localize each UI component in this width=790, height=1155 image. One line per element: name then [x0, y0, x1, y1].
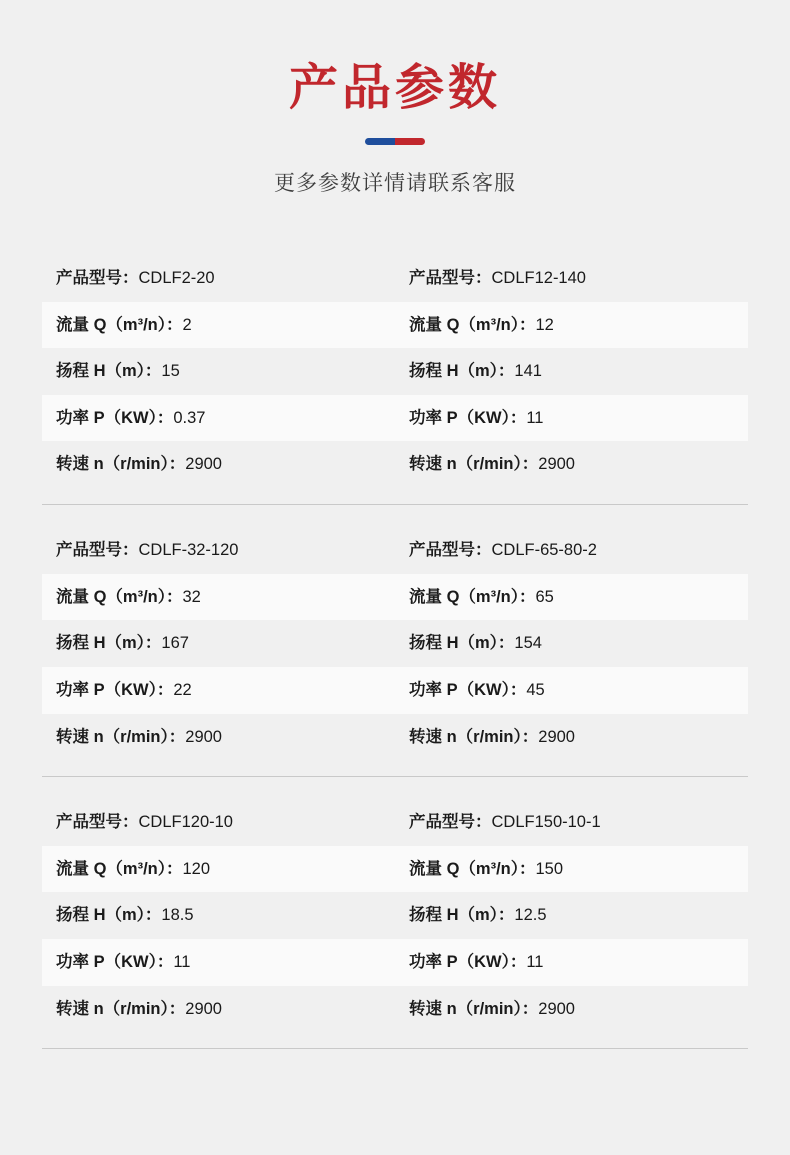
- spec-cell-speed-left: [42, 986, 395, 1033]
- spec-value-speed: 2900: [185, 999, 222, 1018]
- spec-value-head: 141: [514, 362, 542, 381]
- table-row: [42, 255, 748, 302]
- spec-group: [42, 255, 748, 505]
- spec-label-flow: 流量 Q（m³/n）：: [409, 587, 536, 606]
- spec-label-speed: 转速 n（r/min）：: [56, 999, 186, 1018]
- spec-cell-head-right: [395, 892, 748, 939]
- table-row: [42, 939, 748, 986]
- group-separator: [42, 776, 748, 777]
- spec-label-head: 扬程 H（m）：: [409, 906, 515, 925]
- spec-value-flow: 150: [535, 859, 564, 878]
- spec-value-model: CDLF12-140: [491, 268, 586, 287]
- spec-value-flow: 2: [182, 315, 192, 334]
- spec-value-flow: 120: [182, 859, 211, 878]
- spec-value-head: 154: [514, 634, 542, 653]
- spec-value-model: CDLF-32-120: [138, 541, 239, 560]
- spec-value-flow: 12: [535, 315, 554, 334]
- spec-label-power: 功率 P（KW）：: [409, 680, 527, 699]
- spec-value-speed: 2900: [538, 455, 575, 474]
- spec-label-head: 扬程 H（m）：: [409, 634, 515, 653]
- spec-cell-flow-right: [395, 574, 748, 621]
- spec-cell-flow-left: [42, 574, 395, 621]
- spec-label-model: 产品型号：: [409, 268, 492, 287]
- spec-value-model: CDLF2-20: [138, 268, 215, 287]
- spec-value-speed: 2900: [538, 727, 575, 746]
- spec-cell-speed-right: [395, 441, 748, 488]
- spec-cell-model-left: [42, 255, 395, 302]
- spec-value-power: 11: [526, 953, 544, 972]
- spec-label-power: 功率 P（KW）：: [56, 408, 174, 427]
- spec-label-speed: 转速 n（r/min）：: [409, 727, 539, 746]
- spec-cell-power-left: [42, 667, 395, 714]
- spec-cell-model-left: [42, 799, 395, 846]
- table-row: [42, 441, 748, 488]
- spec-value-head: 167: [161, 634, 189, 653]
- spec-label-power: 功率 P（KW）：: [56, 953, 174, 972]
- spec-cell-speed-right: [395, 714, 748, 761]
- spec-label-flow: 流量 Q（m³/n）：: [409, 315, 536, 334]
- spec-value-speed: 2900: [185, 455, 222, 474]
- page-title: 产品参数: [288, 61, 501, 115]
- spec-cell-head-right: [395, 348, 748, 395]
- spec-cell-speed-left: [42, 714, 395, 761]
- spec-label-flow: 流量 Q（m³/n）：: [56, 859, 183, 878]
- spec-label-head: 扬程 H（m）：: [56, 634, 162, 653]
- table-row: [42, 667, 748, 714]
- spec-label-head: 扬程 H（m）：: [56, 906, 162, 925]
- divider-red-segment: [395, 138, 425, 145]
- spec-value-flow: 32: [182, 587, 201, 606]
- spec-cell-power-left: [42, 395, 395, 442]
- spec-value-head: 15: [161, 362, 180, 381]
- spec-value-model: CDLF120-10: [138, 813, 233, 832]
- spec-label-flow: 流量 Q（m³/n）：: [56, 587, 183, 606]
- table-row: [42, 302, 748, 349]
- spec-label-model: 产品型号：: [409, 541, 492, 560]
- spec-label-speed: 转速 n（r/min）：: [409, 999, 539, 1018]
- spec-cell-head-left: [42, 620, 395, 667]
- table-row: [42, 395, 748, 442]
- table-row: [42, 892, 748, 939]
- spec-label-power: 功率 P（KW）：: [56, 680, 174, 699]
- spec-label-head: 扬程 H（m）：: [56, 362, 162, 381]
- table-row: [42, 986, 748, 1033]
- table-row: [42, 714, 748, 761]
- spec-cell-power-right: [395, 667, 748, 714]
- spec-cell-speed-right: [395, 986, 748, 1033]
- spec-group: [42, 527, 748, 777]
- spec-value-flow: 65: [535, 587, 554, 606]
- table-row: [42, 527, 748, 574]
- spec-cell-model-left: [42, 527, 395, 574]
- spec-label-model: 产品型号：: [56, 541, 139, 560]
- spec-label-speed: 转速 n（r/min）：: [56, 455, 186, 474]
- page-subtitle: 更多参数详情请联系客服: [274, 171, 516, 195]
- spec-cell-model-right: [395, 255, 748, 302]
- spec-value-power: 11: [526, 408, 544, 427]
- spec-group: [42, 799, 748, 1049]
- spec-value-model: CDLF150-10-1: [491, 813, 601, 832]
- spec-label-power: 功率 P（KW）：: [409, 408, 527, 427]
- table-row: [42, 799, 748, 846]
- spec-value-power: 11: [173, 953, 191, 972]
- spec-cell-head-left: [42, 348, 395, 395]
- spec-value-head: 12.5: [514, 906, 547, 925]
- spec-cell-head-right: [395, 620, 748, 667]
- spec-cell-power-right: [395, 939, 748, 986]
- group-separator: [42, 504, 748, 505]
- spec-value-speed: 2900: [538, 999, 575, 1018]
- title-divider: [365, 138, 425, 145]
- spec-cell-flow-right: [395, 302, 748, 349]
- spec-value-power: 45: [526, 680, 545, 699]
- spec-cell-model-right: [395, 799, 748, 846]
- spec-cell-model-right: [395, 527, 748, 574]
- spec-cell-power-left: [42, 939, 395, 986]
- spec-label-power: 功率 P（KW）：: [409, 953, 527, 972]
- divider-blue-segment: [365, 138, 395, 145]
- spec-value-speed: 2900: [185, 727, 222, 746]
- spec-label-head: 扬程 H（m）：: [409, 362, 515, 381]
- spec-label-speed: 转速 n（r/min）：: [56, 727, 186, 746]
- spec-label-flow: 流量 Q（m³/n）：: [56, 315, 183, 334]
- spec-value-power: 0.37: [173, 408, 206, 427]
- spec-value-model: CDLF-65-80-2: [491, 541, 597, 560]
- group-separator: [42, 1048, 748, 1049]
- spec-label-model: 产品型号：: [56, 813, 139, 832]
- spec-value-head: 18.5: [161, 906, 194, 925]
- spec-cell-flow-right: [395, 846, 748, 893]
- table-row: [42, 846, 748, 893]
- spec-label-model: 产品型号：: [56, 268, 139, 287]
- table-row: [42, 574, 748, 621]
- page-header: [0, 0, 790, 197]
- spec-label-flow: 流量 Q（m³/n）：: [409, 859, 536, 878]
- spec-cell-head-left: [42, 892, 395, 939]
- table-row: [42, 620, 748, 667]
- spec-label-speed: 转速 n（r/min）：: [409, 455, 539, 474]
- spec-cell-flow-left: [42, 302, 395, 349]
- spec-label-model: 产品型号：: [409, 813, 492, 832]
- spec-tables: [0, 255, 790, 1049]
- spec-cell-flow-left: [42, 846, 395, 893]
- spec-cell-power-right: [395, 395, 748, 442]
- spec-cell-speed-left: [42, 441, 395, 488]
- spec-value-power: 22: [173, 680, 192, 699]
- table-row: [42, 348, 748, 395]
